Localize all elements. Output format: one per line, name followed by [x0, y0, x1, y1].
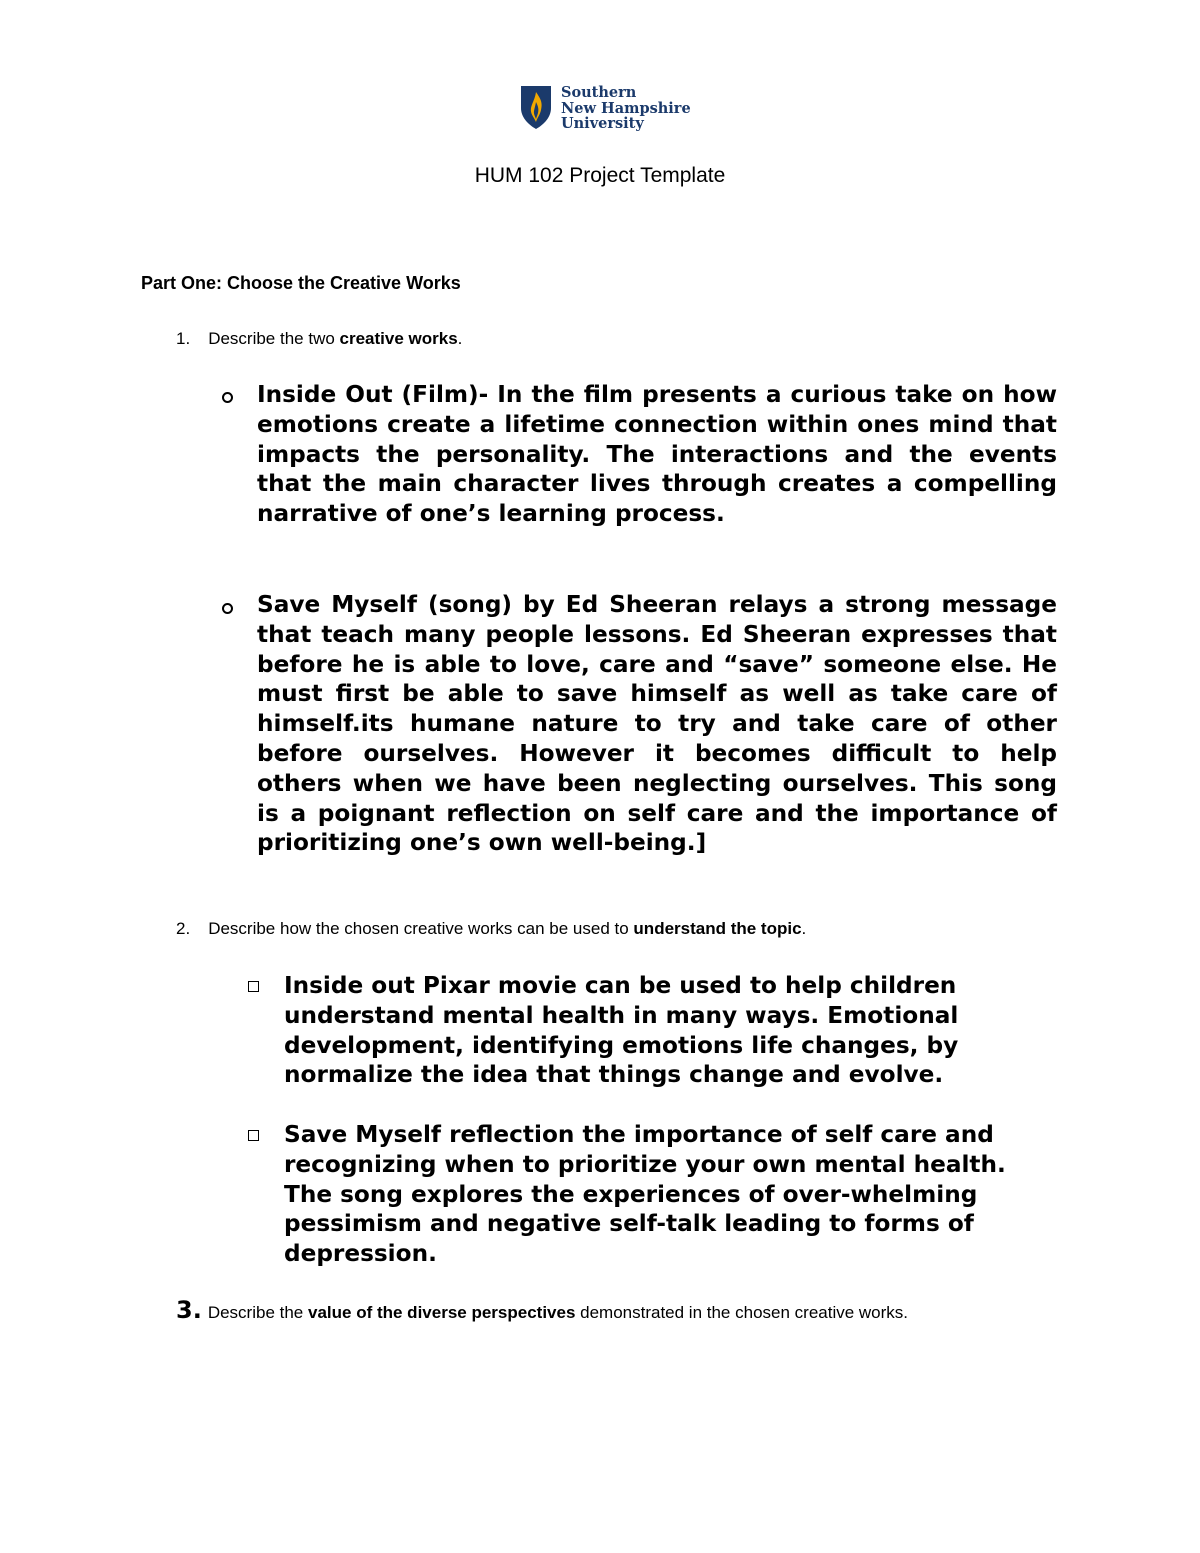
logo-line-3: University	[561, 115, 644, 132]
bullet-save-myself-self-care: Save Myself reflection the importance of self care and recognizing when to prioritize your own mental health. The song explores the experiences of over-whelming pessimism and negative self-talk leading to forms of depression.	[284, 1121, 1006, 1268]
logo-line-2: New Hampshire	[561, 99, 691, 117]
question-bold-text: value of the diverse perspectives	[308, 1303, 576, 1322]
question-bold-text: creative works	[339, 329, 458, 348]
question-2: 2. Describe how the chosen creative works can be used to understand the topic.	[176, 919, 807, 938]
question-text: Describe the	[207, 1303, 308, 1322]
question-bold-text: understand the topic	[633, 919, 802, 938]
snhu-logo	[519, 84, 691, 134]
question-number: 3.	[176, 1296, 202, 1324]
circle-bullet-icon	[222, 392, 233, 403]
bullet-inside-out-film: Inside Out (Film)- In the film presents a curious take on how emotions create a lifetime connection within ones mind that impacts the personality. The interactions and the events that the main character lives through creates a compelling narrative of one’s learning process.	[257, 381, 1057, 528]
question-text: Describe how the chosen creative works can be used to	[208, 919, 634, 938]
checkbox-bullet-icon	[248, 1130, 259, 1141]
part-one-heading: Part One: Choose the Creative Works	[141, 273, 461, 293]
question-1: 1. Describe the two creative works.	[176, 329, 463, 348]
logo-wordmark	[561, 85, 691, 132]
bullet-inside-out-mental-health: Inside out Pixar movie can be used to help children understand mental health in many ways. Emotional development, identifying emotions life changes, by normalize the idea that things change and evolve.	[284, 972, 959, 1089]
question-3: 3. Describe the value of the diverse perspectives demonstrated in the chosen creative works.	[176, 1296, 909, 1324]
checkbox-bullet-icon	[248, 981, 259, 992]
shield-flame-icon	[519, 84, 553, 130]
question-text: Describe the two	[208, 329, 340, 348]
question-number: 2.	[176, 919, 191, 938]
bullet-save-myself-song: Save Myself (song) by Ed Sheeran relays a strong message that teach many people lessons. Ed Sheeran expresses that before he is able to love, care and “save” someone else. He must first be able to save himself as well as take care of himself.its humane nature to try and take care of other before ourselves. However it becomes difficult to help others when we have been neglecting ourselves. This song is a poignant reflection on self care and the importance of prioritizing one’s own well-being.]	[257, 591, 1057, 857]
circle-bullet-icon	[222, 603, 233, 614]
logo-line-1: Southern	[561, 84, 637, 101]
document-title: HUM 102 Project Template	[474, 164, 726, 187]
question-number: 1.	[176, 329, 191, 348]
